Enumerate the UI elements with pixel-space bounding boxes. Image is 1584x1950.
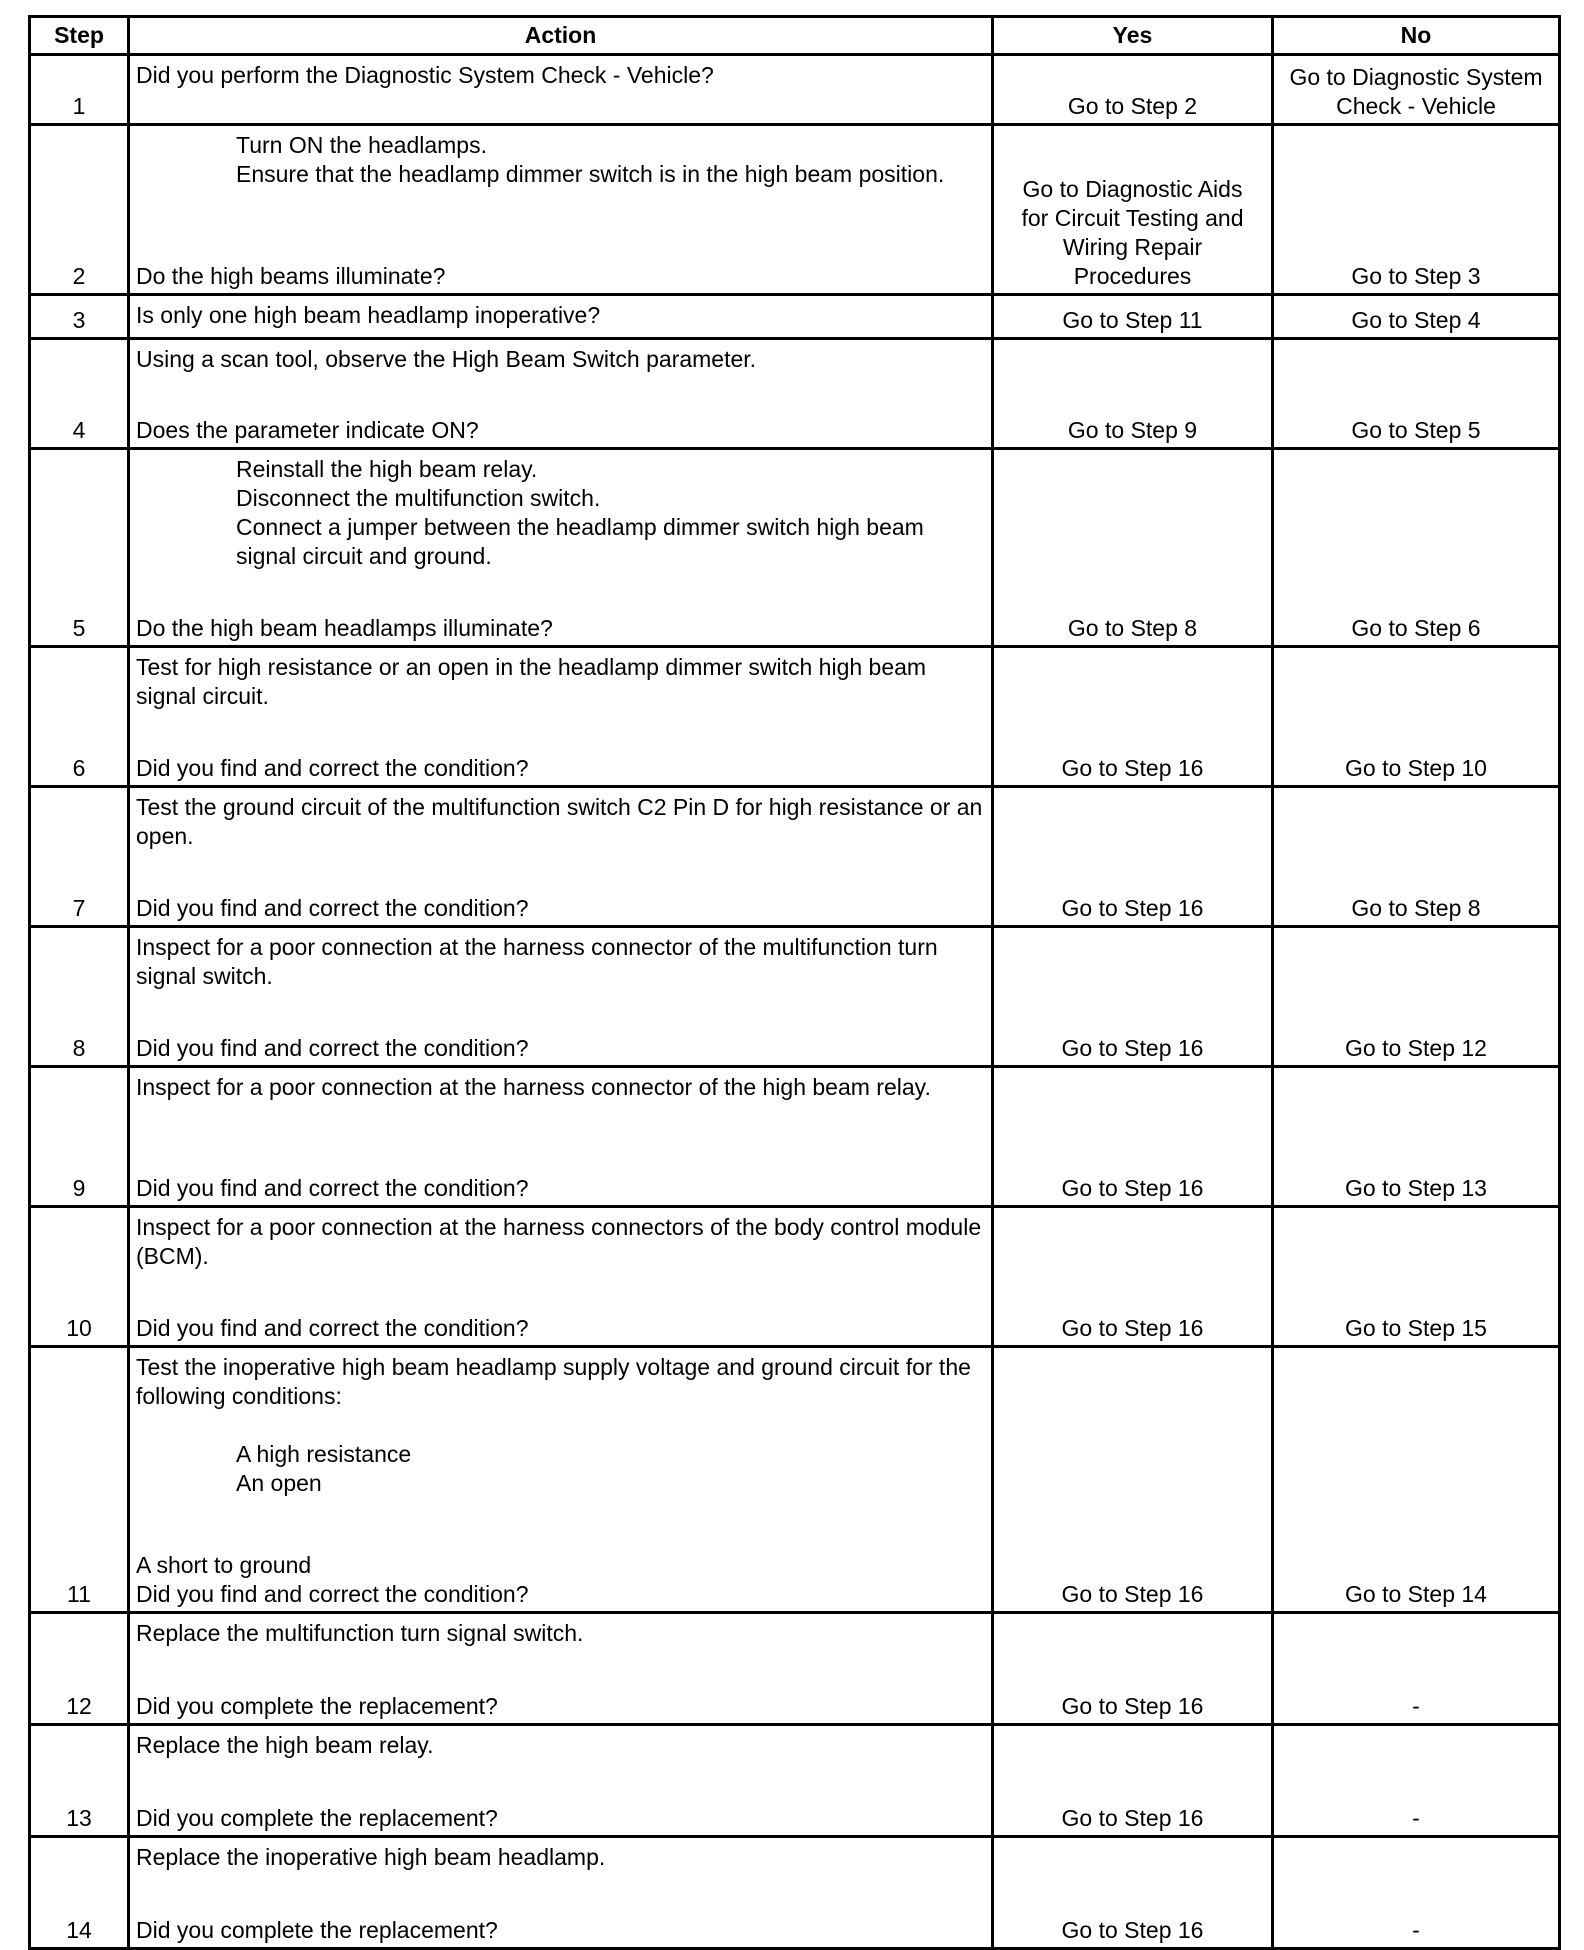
- action-question: Did you find and correct the condition?: [136, 1581, 529, 1607]
- action-text: Inspect for a poor connection at the harness connector of the multifunction turn signal switch.: [136, 934, 945, 989]
- no-result: Go to Step 12: [1273, 927, 1560, 1067]
- no-result: Go to Step 14: [1273, 1347, 1560, 1613]
- action-content: [136, 1073, 985, 1203]
- step-number: 9: [30, 1067, 129, 1207]
- table-row: [30, 1837, 1560, 1949]
- no-result: -: [1273, 1837, 1560, 1949]
- action-question: Did you find and correct the condition?: [136, 1175, 529, 1201]
- step-number: 7: [30, 787, 129, 927]
- action-content: [136, 301, 985, 335]
- no-result: Go to Step 13: [1273, 1067, 1560, 1207]
- step-number: 1: [30, 55, 129, 125]
- action-cell: [129, 1725, 993, 1837]
- no-result: Go to Step 15: [1273, 1207, 1560, 1347]
- table-row: [30, 787, 1560, 927]
- step-number: 11: [30, 1347, 129, 1613]
- action-content: [136, 933, 985, 1063]
- step-number: 3: [30, 295, 129, 339]
- no-result: Go to Step 8: [1273, 787, 1560, 927]
- action-question: Do the high beam headlamps illuminate?: [136, 615, 553, 641]
- action-text: Using a scan tool, observe the High Beam Switch parameter.: [136, 346, 757, 372]
- table-row: [30, 1613, 1560, 1725]
- yes-result: Go to Step 16: [993, 1725, 1273, 1837]
- action-cell: [129, 295, 993, 339]
- action-cell: [129, 1837, 993, 1949]
- action-text: Test the ground circuit of the multifunction switch C2 Pin D for high resistance or an open.: [136, 794, 989, 849]
- yes-result: Go to Step 16: [993, 1347, 1273, 1613]
- action-content: [136, 793, 989, 923]
- action-content: [136, 61, 985, 121]
- table-row: [30, 339, 1560, 449]
- action-cell: [129, 1347, 993, 1613]
- step-number: 8: [30, 927, 129, 1067]
- action-bullet: Disconnect the multifunction switch.: [236, 485, 601, 511]
- header-action: Action: [129, 17, 993, 55]
- action-content: [136, 131, 985, 291]
- yes-result: Go to Step 16: [993, 1837, 1273, 1949]
- action-content: [136, 1213, 988, 1343]
- action-content: [136, 455, 985, 643]
- step-number: 10: [30, 1207, 129, 1347]
- step-number: 13: [30, 1725, 129, 1837]
- action-bullet: A high resistance: [236, 1441, 412, 1467]
- step-number: 6: [30, 647, 129, 787]
- action-bullet: Turn ON the headlamps.: [236, 132, 487, 158]
- step-number: 4: [30, 339, 129, 449]
- action-text: Replace the inoperative high beam headlamp.: [136, 1844, 606, 1870]
- step-number: 14: [30, 1837, 129, 1949]
- yes-result: Go to Step 16: [993, 1613, 1273, 1725]
- header-step: Step: [30, 17, 129, 55]
- header-no: No: [1273, 17, 1560, 55]
- action-bullet: Ensure that the headlamp dimmer switch is in the high beam position.: [236, 161, 945, 187]
- yes-result: Go to Step 2: [993, 55, 1273, 125]
- action-text: Test the inoperative high beam headlamp supply voltage and ground circuit for the following conditions:: [136, 1354, 978, 1409]
- yes-result: Go to Step 9: [993, 339, 1273, 449]
- header-row: [30, 17, 1560, 55]
- action-bullet: Connect a jumper between the headlamp dimmer switch high beam signal circuit and ground.: [236, 514, 931, 569]
- action-question: Did you find and correct the condition?: [136, 1315, 529, 1341]
- table-row: [30, 927, 1560, 1067]
- yes-result: Go to Step 11: [993, 295, 1273, 339]
- table-row: [30, 55, 1560, 125]
- action-question: Does the parameter indicate ON?: [136, 417, 479, 443]
- action-text: Replace the high beam relay.: [136, 1732, 434, 1758]
- action-content: [136, 345, 985, 445]
- action-question: A short to ground: [136, 1552, 312, 1578]
- action-bullet: An open: [236, 1470, 322, 1496]
- yes-result: Go to Diagnostic Aids for Circuit Testing and Wiring Repair Procedures: [993, 125, 1273, 295]
- no-result: Go to Step 4: [1273, 295, 1560, 339]
- action-question: Do the high beams illuminate?: [136, 263, 446, 289]
- no-result: Go to Step 10: [1273, 647, 1560, 787]
- action-question: Did you complete the replacement?: [136, 1693, 498, 1719]
- step-number: 2: [30, 125, 129, 295]
- yes-result: Go to Step 16: [993, 1067, 1273, 1207]
- action-text: Replace the multifunction turn signal switch.: [136, 1620, 584, 1646]
- action-text: Test for high resistance or an open in the headlamp dimmer switch high beam signal circuit.: [136, 654, 933, 709]
- action-question: Did you find and correct the condition?: [136, 1035, 529, 1061]
- action-content: [136, 1353, 985, 1609]
- action-cell: [129, 449, 993, 647]
- yes-result: Go to Step 8: [993, 449, 1273, 647]
- header-yes: Yes: [993, 17, 1273, 55]
- table-row: [30, 295, 1560, 339]
- action-cell: [129, 647, 993, 787]
- action-cell: [129, 1207, 993, 1347]
- action-cell: [129, 787, 993, 927]
- action-question: Did you find and correct the condition?: [136, 895, 529, 921]
- table-body: [30, 55, 1560, 1949]
- yes-result: Go to Step 16: [993, 647, 1273, 787]
- no-result: Go to Step 6: [1273, 449, 1560, 647]
- action-cell: [129, 339, 993, 449]
- no-result: -: [1273, 1613, 1560, 1725]
- table-row: [30, 125, 1560, 295]
- action-cell: [129, 55, 993, 125]
- action-cell: [129, 927, 993, 1067]
- table-row: [30, 647, 1560, 787]
- no-result: Go to Step 5: [1273, 339, 1560, 449]
- step-number: 5: [30, 449, 129, 647]
- table-row: [30, 1347, 1560, 1613]
- action-cell: [129, 1613, 993, 1725]
- yes-result: Go to Step 16: [993, 787, 1273, 927]
- no-result: -: [1273, 1725, 1560, 1837]
- table-row: [30, 449, 1560, 647]
- action-text: Inspect for a poor connection at the harness connectors of the body control module (BCM).: [136, 1214, 988, 1269]
- action-content: [136, 1843, 985, 1945]
- action-question: Did you complete the replacement?: [136, 1917, 498, 1943]
- step-number: 12: [30, 1613, 129, 1725]
- yes-result: Go to Step 16: [993, 927, 1273, 1067]
- table-row: [30, 1067, 1560, 1207]
- action-bullet: Reinstall the high beam relay.: [236, 456, 538, 482]
- action-question: Did you find and correct the condition?: [136, 755, 529, 781]
- no-result: Go to Step 3: [1273, 125, 1560, 295]
- action-cell: [129, 125, 993, 295]
- action-content: [136, 653, 985, 783]
- table-row: [30, 1207, 1560, 1347]
- action-text: Inspect for a poor connection at the harness connector of the high beam relay.: [136, 1074, 931, 1100]
- action-content: [136, 1731, 985, 1833]
- table-row: [30, 1725, 1560, 1837]
- action-text: Did you perform the Diagnostic System Check - Vehicle?: [136, 62, 714, 88]
- yes-result: Go to Step 16: [993, 1207, 1273, 1347]
- action-cell: [129, 1067, 993, 1207]
- action-content: [136, 1619, 985, 1721]
- action-question: Did you complete the replacement?: [136, 1805, 498, 1831]
- diagnostic-table: [28, 15, 1561, 1950]
- action-text: Is only one high beam headlamp inoperative?: [136, 302, 601, 328]
- no-result: Go to Diagnostic System Check - Vehicle: [1273, 55, 1560, 125]
